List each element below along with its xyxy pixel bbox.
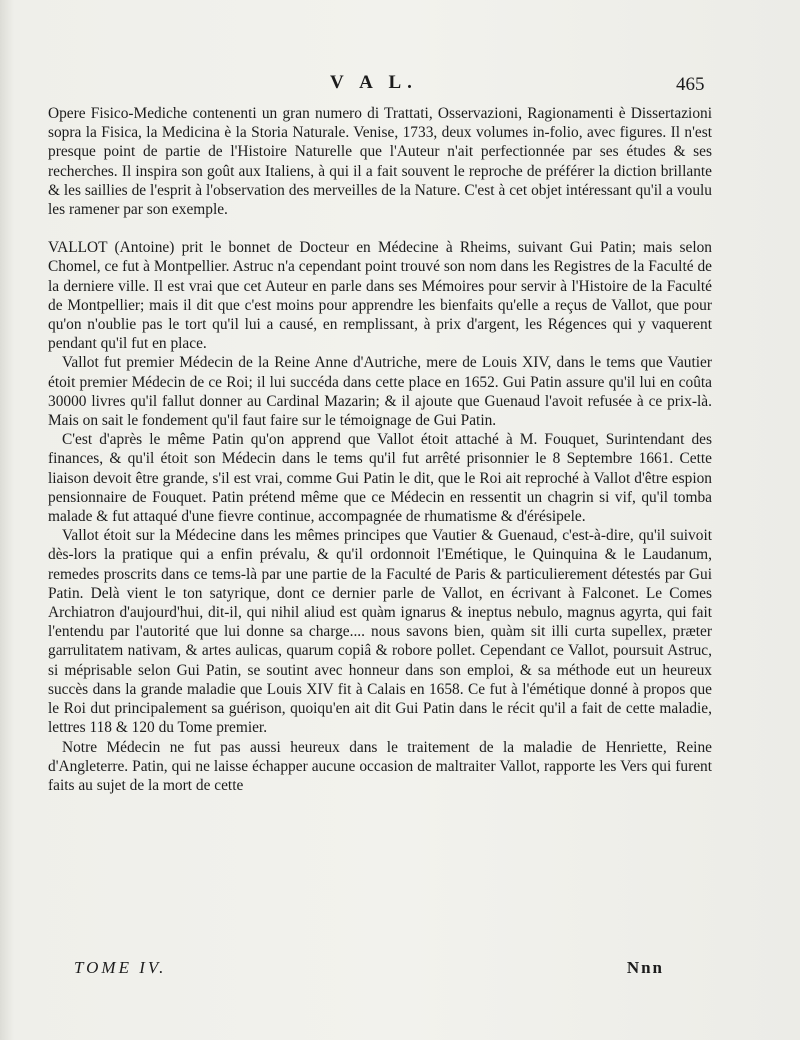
paragraph-opere-fisico-mediche: Opere Fisico-Mediche contenenti un gran numero di Trattati, Osservazioni, Ragionamenti è Dissertazioni sopra la Fisica, la Medicina è la Storia Naturale. Venise, 1733, deux volumes in-folio, avec figures. Il n'est presque point de partie de l'Histoire Naturelle que l'Auteur n'ait perfectionnée par ses études & ses recherches. Il inspira son goût aux Italiens, à qui il a fait souvent le reproche de préférer la diction brillante & les saillies de l'esprit à l'observation des merveilles de la Nature. C'est à cet objet intéressant qu'il a voulu les ramener par son exemple. <box>48 105 712 219</box>
paragraph-fouquet: C'est d'après le même Patin qu'on apprend que Vallot étoit attaché à M. Fouquet, Surintendant des finances, & qu'il étoit son Médecin dans le tems qu'il fut arrêté prisonnier le 8 Septembre 1661. Cette liaison devoit être grande, s'il est vrai, comme Gui Patin le dit, que le Roi ait reproché à Vallot d'être espion pensionnaire de Fouquet. Patin prétend même que ce Médecin en ressentit un chagrin si vif, qu'il tomba malade & fut attaqué d'une fievre continue, accompagnée de rhumatisme & d'érésipele. <box>48 431 712 526</box>
page-header <box>0 72 800 102</box>
page-footer <box>74 958 664 982</box>
page-body <box>48 104 712 795</box>
paragraph-vallot-entry: VALLOT (Antoine) prit le bonnet de Docteur en Médecine à Rheims, suivant Gui Patin; mais selon Chomel, ce fut à Montpellier. Astruc n'a cependant point trouvé son nom dans les Registres de la Faculté de la derniere ville. Il est vrai que cet Auteur en parle dans ses Mémoires pour servir à l'Histoire de la Faculté de Montpellier; mais il dit que c'est moins pour apprendre les bienfaits qu'elle a reçus de Vallot, que pour qu'on n'oublie pas le tort qu'il lui a causé, en remplissant, à prix d'argent, les Régences qui y vaquerent pendant qu'il fut en place. <box>48 239 712 353</box>
paragraph-henriette: Notre Médecin ne fut pas aussi heureux dans le traitement de la maladie de Henriette, Reine d'Angleterre. Patin, qui ne laisse échapper aucune occasion de maltraiter Vallot, rapporte les Vers qui furent faits au sujet de la mort de cette <box>48 738 712 794</box>
paragraph-premier-medecin: Vallot fut premier Médecin de la Reine Anne d'Autriche, mere de Louis XIV, dans le tems que Vautier étoit premier Médecin de ce Roi; il lui succéda dans cette place en 1652. Gui Patin assure qu'il lui en coûta 30000 livres qu'il fallut donner au Cardinal Mazarin; & il ajoute que Guenaud l'avoit refusée à ce prix-là. Mais on sait le fondement qu'il faut faire sur le témoignage de Gui Patin. <box>48 354 712 430</box>
paragraph-principes: Vallot étoit sur la Médecine dans les mêmes principes que Vautier & Guenaud, c'est-à-dire, qu'il suivoit dès-lors la pratique qui a enfin prévalu, & qu'il ordonnoit l'Emétique, le Quinquina & le Laudanum, remedes proscrits dans ce tems-là par une partie de la Faculté de Paris & particulierement détestés par Gui Patin. Delà vient le ton satyrique, dont ce dernier parle de Vallot, en écrivant à Falconet. Le Comes Archiatron d'aujourd'hui, dit-il, qui nihil aliud est quàm ignarus & ineptus nebulo, magnus agyrta, qui fait l'entendu par l'autorité que lui donne sa charge.... nous savons bien, quàm sit illi curta supellex, præter garrulitatem nativam, & artes aulicas, quarum copiâ & robore pollet. Cependant ce Vallot, poursuit Astruc, si méprisable selon Gui Patin, se soutint avec honneur dans son emploi, & sa méthode eut un heureux succès dans la grande maladie que Louis XIV fit à Calais en 1658. Ce fut à l'émétique donné à propos que le Roi dut principalement sa guérison, quoiqu'en ait dit Gui Patin dans le récit qu'il a fait de cette maladie, lettres 118 & 120 du Tome premier. <box>48 527 712 737</box>
running-head: V A L. <box>330 72 418 93</box>
page-number: 465 <box>676 74 705 95</box>
tome-label: TOME IV. <box>74 958 167 977</box>
signature-mark: Nnn <box>626 958 664 977</box>
